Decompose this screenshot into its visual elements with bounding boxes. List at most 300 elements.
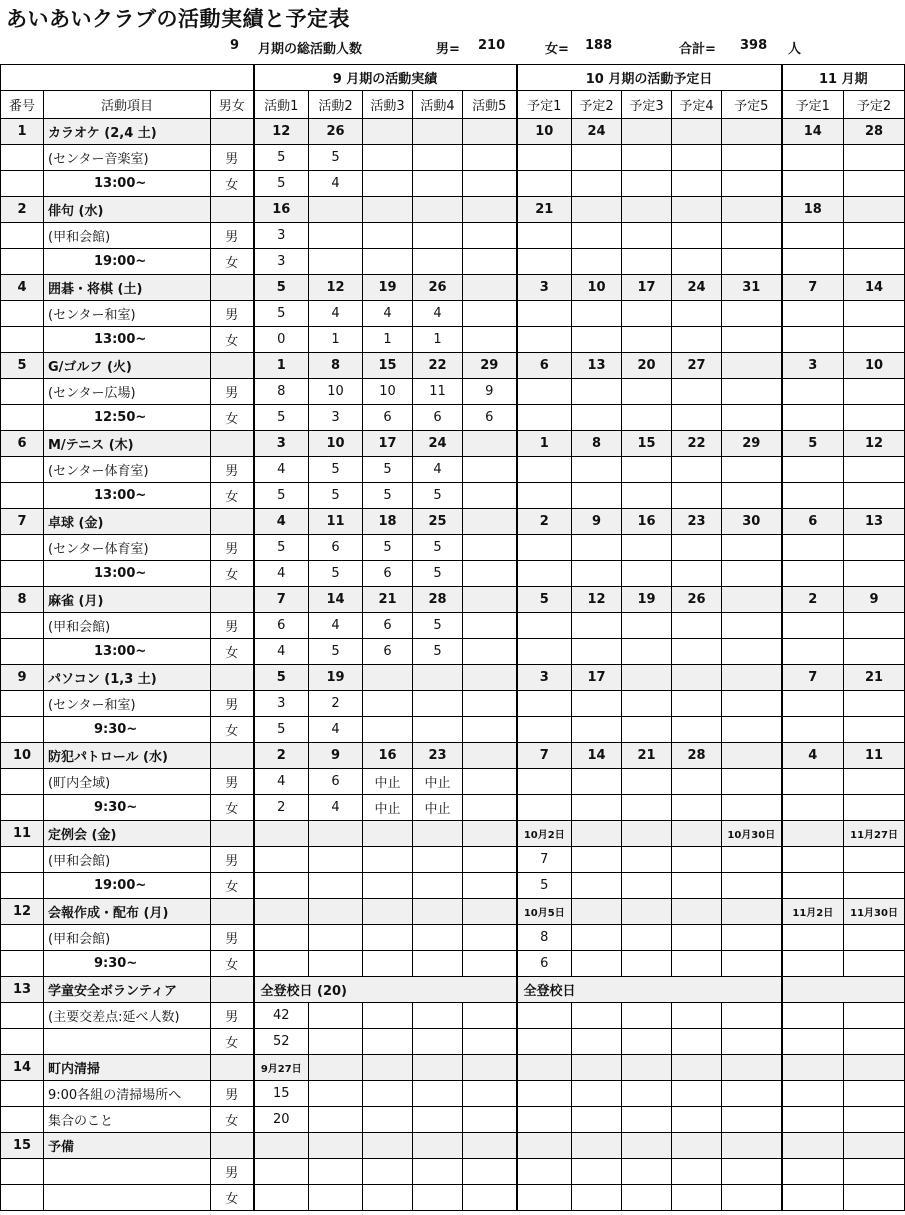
cell-act3 [363, 1081, 413, 1107]
cell-number [1, 873, 44, 899]
cell-plan10-1 [517, 327, 572, 353]
cell-plan10-1 [517, 795, 572, 821]
cell-item: (甲和会館) [44, 613, 211, 639]
activity-detail-row [1, 561, 905, 587]
activity-detail-row [1, 925, 905, 951]
cell-item: (甲和会館) [44, 223, 211, 249]
cell-plan11-1: 7 [782, 275, 844, 301]
column-header-plan10-4: 予定4 [672, 91, 722, 119]
cell-plan10-4 [672, 145, 722, 171]
cell-plan10-1 [517, 561, 572, 587]
activity-title-row [1, 275, 905, 301]
cell-act3: 15 [363, 353, 413, 379]
cell-gender: 女 [211, 717, 254, 743]
cell-plan10-2 [572, 405, 622, 431]
cell-item: (町内全域) [44, 769, 211, 795]
cell-number: 11 [1, 821, 44, 847]
cell-plan11-1 [782, 613, 844, 639]
cell-plan10-1: 21 [517, 197, 572, 223]
summary-female-value: 188 [585, 38, 613, 53]
cell-item: カラオケ (2,4 土) [44, 119, 211, 145]
cell-number [1, 1159, 44, 1185]
cell-plan11-2: 11月27日 [844, 821, 905, 847]
cell-plan11-2 [844, 717, 905, 743]
cell-number [1, 1107, 44, 1133]
cell-plan10-5 [722, 119, 782, 145]
cell-act1 [254, 1133, 309, 1159]
cell-act4 [413, 145, 463, 171]
column-header-act4: 活動4 [413, 91, 463, 119]
cell-plan10-4 [672, 769, 722, 795]
cell-plan10-4 [672, 951, 722, 977]
cell-plan11-2: 12 [844, 431, 905, 457]
cell-plan10-1 [517, 769, 572, 795]
cell-gender [211, 1055, 254, 1081]
cell-plan11-2 [844, 379, 905, 405]
cell-number [1, 717, 44, 743]
cell-number [1, 639, 44, 665]
cell-act4: 5 [413, 613, 463, 639]
cell-item: (センター音楽室) [44, 145, 211, 171]
cell-plan10-2 [572, 951, 622, 977]
cell-act2: 10 [309, 431, 363, 457]
cell-act2: 14 [309, 587, 363, 613]
cell-act4: 中止 [413, 795, 463, 821]
cell-plan11-2 [844, 873, 905, 899]
cell-act1 [254, 951, 309, 977]
cell-plan10-3 [622, 483, 672, 509]
cell-plan10-2: 12 [572, 587, 622, 613]
cell-plan10-1 [517, 249, 572, 275]
activity-detail-row [1, 405, 905, 431]
cell-plan10-2 [572, 873, 622, 899]
activity-title-row [1, 743, 905, 769]
cell-act5 [463, 1185, 517, 1211]
cell-number: 5 [1, 353, 44, 379]
cell-act1: 8 [254, 379, 309, 405]
cell-item: (甲和会館) [44, 925, 211, 951]
cell-act3 [363, 249, 413, 275]
cell-act4: 5 [413, 483, 463, 509]
cell-plan11-1 [782, 327, 844, 353]
cell-plan10-3 [622, 1133, 672, 1159]
cell-number [1, 795, 44, 821]
cell-gender: 女 [211, 483, 254, 509]
cell-item [44, 1029, 211, 1055]
cell-plan11-1 [782, 171, 844, 197]
cell-act5 [463, 873, 517, 899]
cell-plan10-2 [572, 145, 622, 171]
cell-act2 [309, 951, 363, 977]
cell-gender: 女 [211, 171, 254, 197]
cell-plan11-1 [782, 795, 844, 821]
cell-act1: 5 [254, 483, 309, 509]
cell-plan10-3 [622, 301, 672, 327]
cell-gender: 男 [211, 535, 254, 561]
cell-plan10-3 [622, 119, 672, 145]
cell-plan11-1 [782, 249, 844, 275]
cell-gender: 女 [211, 327, 254, 353]
cell-item: (センター体育室) [44, 535, 211, 561]
cell-act4: 5 [413, 535, 463, 561]
cell-act2: 26 [309, 119, 363, 145]
cell-act4: 6 [413, 405, 463, 431]
cell-act5 [463, 821, 517, 847]
activity-title-row [1, 509, 905, 535]
cell-plan10-4 [672, 639, 722, 665]
cell-number: 8 [1, 587, 44, 613]
cell-act3: 6 [363, 639, 413, 665]
cell-act4 [413, 249, 463, 275]
activity-detail-row [1, 249, 905, 275]
cell-plan10-2: 8 [572, 431, 622, 457]
cell-plan10-2 [572, 1159, 622, 1185]
cell-act4: 25 [413, 509, 463, 535]
cell-act1: 12 [254, 119, 309, 145]
cell-plan10-2: 24 [572, 119, 622, 145]
cell-plan11-1: 11月2日 [782, 899, 844, 925]
cell-plan10-2 [572, 639, 622, 665]
cell-plan10-1 [517, 1133, 572, 1159]
cell-plan10-3 [622, 639, 672, 665]
cell-plan10-2 [572, 717, 622, 743]
cell-plan10-5 [722, 327, 782, 353]
cell-item: 9:30~ [44, 795, 211, 821]
column-header-act5: 活動5 [463, 91, 517, 119]
cell-act5 [463, 483, 517, 509]
cell-plan10-1 [517, 379, 572, 405]
cell-plan11-2 [844, 457, 905, 483]
cell-plan11-2 [844, 145, 905, 171]
cell-plan10-5 [722, 457, 782, 483]
cell-plan10-3 [622, 197, 672, 223]
cell-act1: 5 [254, 665, 309, 691]
cell-plan10-3 [622, 795, 672, 821]
summary-month: 9 [230, 38, 240, 53]
cell-act3 [363, 899, 413, 925]
cell-act5 [463, 795, 517, 821]
cell-number [1, 1003, 44, 1029]
cell-plan10-3 [622, 717, 672, 743]
cell-item: 俳句 (水) [44, 197, 211, 223]
cell-act4: 26 [413, 275, 463, 301]
column-header-act2: 活動2 [309, 91, 363, 119]
cell-plan10-2 [572, 1133, 622, 1159]
activity-detail-row [1, 1003, 905, 1029]
activity-detail-row [1, 457, 905, 483]
cell-act4 [413, 665, 463, 691]
cell-act4: 23 [413, 743, 463, 769]
cell-act2 [309, 847, 363, 873]
cell-act2 [309, 249, 363, 275]
cell-plan10-1 [517, 717, 572, 743]
cell-item [44, 1185, 211, 1211]
cell-number: 4 [1, 275, 44, 301]
cell-plan10-3 [622, 457, 672, 483]
cell-plan11-1 [782, 1081, 844, 1107]
cell-act1: 4 [254, 509, 309, 535]
cell-plan10-4: 24 [672, 275, 722, 301]
cell-act2: 4 [309, 301, 363, 327]
cell-plan10-1 [517, 145, 572, 171]
page-title: あいあいクラブの活動実績と予定表 [6, 7, 350, 31]
cell-act1: 5 [254, 275, 309, 301]
cell-plan10-1: 3 [517, 275, 572, 301]
cell-plan10-4 [672, 1185, 722, 1211]
cell-act4 [413, 1055, 463, 1081]
cell-plan10-4 [672, 327, 722, 353]
cell-act3 [363, 171, 413, 197]
cell-act1: 2 [254, 795, 309, 821]
cell-act4: 22 [413, 353, 463, 379]
cell-gender [211, 821, 254, 847]
cell-plan10-4 [672, 665, 722, 691]
activity-detail-row [1, 223, 905, 249]
cell-act3: 6 [363, 405, 413, 431]
cell-plan11-1 [782, 483, 844, 509]
cell-act1: 4 [254, 639, 309, 665]
cell-plan10-4 [672, 535, 722, 561]
cell-plan10-2 [572, 847, 622, 873]
cell-plan10-5: 31 [722, 275, 782, 301]
cell-plan10-4 [672, 249, 722, 275]
cell-plan10-2: 14 [572, 743, 622, 769]
cell-plan11-1 [782, 925, 844, 951]
cell-plan10-4 [672, 1029, 722, 1055]
cell-act3 [363, 1133, 413, 1159]
cell-plan11-1 [782, 873, 844, 899]
activity-detail-row [1, 795, 905, 821]
cell-number [1, 1081, 44, 1107]
cell-number [1, 1185, 44, 1211]
cell-plan10-4 [672, 847, 722, 873]
column-header-plan10-5: 予定5 [722, 91, 782, 119]
cell-act1: 2 [254, 743, 309, 769]
cell-act3 [363, 1003, 413, 1029]
cell-plan10-1 [517, 1029, 572, 1055]
cell-act5 [463, 587, 517, 613]
cell-plan10-2 [572, 613, 622, 639]
cell-plan10-2 [572, 1029, 622, 1055]
summary-total-value: 398 [740, 38, 768, 53]
cell-number [1, 145, 44, 171]
cell-gender: 男 [211, 691, 254, 717]
cell-act3 [363, 1055, 413, 1081]
cell-number [1, 1029, 44, 1055]
cell-act5 [463, 301, 517, 327]
cell-plan11-1: 6 [782, 509, 844, 535]
cell-act4 [413, 1107, 463, 1133]
cell-plan10-3: 20 [622, 353, 672, 379]
cell-gender [211, 353, 254, 379]
cell-act1: 3 [254, 223, 309, 249]
cell-plan10-1: 2 [517, 509, 572, 535]
cell-plan10-5 [722, 925, 782, 951]
cell-plan10-2 [572, 821, 622, 847]
cell-act5 [463, 535, 517, 561]
cell-act1: 20 [254, 1107, 309, 1133]
cell-plan11-1 [782, 145, 844, 171]
cell-act3 [363, 223, 413, 249]
cell-number [1, 561, 44, 587]
cell-act3: 5 [363, 483, 413, 509]
cell-plan10-5 [722, 1081, 782, 1107]
cell-plan10-2 [572, 301, 622, 327]
cell-plan11-2: 9 [844, 587, 905, 613]
cell-act3: 19 [363, 275, 413, 301]
cell-plan10-5 [722, 951, 782, 977]
cell-plan11-2 [844, 1055, 905, 1081]
cell-act3 [363, 925, 413, 951]
cell-act2: 1 [309, 327, 363, 353]
cell-act3: 6 [363, 561, 413, 587]
cell-plan10-5: 29 [722, 431, 782, 457]
cell-act1: 5 [254, 717, 309, 743]
activity-detail-row [1, 951, 905, 977]
cell-plan10-3 [622, 535, 672, 561]
cell-act5: 9 [463, 379, 517, 405]
column-header-plan11-2: 予定2 [844, 91, 905, 119]
cell-plan11-2: 28 [844, 119, 905, 145]
cell-plan10-5 [722, 899, 782, 925]
cell-act3 [363, 1107, 413, 1133]
cell-act3 [363, 1185, 413, 1211]
cell-act5 [463, 925, 517, 951]
cell-act2 [309, 899, 363, 925]
cell-plan10-4: 26 [672, 587, 722, 613]
activity-title-row [1, 587, 905, 613]
cell-number [1, 535, 44, 561]
cell-plan10-2 [572, 197, 622, 223]
cell-item: 13:00~ [44, 483, 211, 509]
cell-number: 1 [1, 119, 44, 145]
cell-act4 [413, 1029, 463, 1055]
cell-plan10-5 [722, 691, 782, 717]
cell-plan11-2: 13 [844, 509, 905, 535]
cell-plan10-5 [722, 1003, 782, 1029]
cell-plan10-4 [672, 821, 722, 847]
cell-plan10-1: 6 [517, 951, 572, 977]
cell-plan11-1 [782, 1159, 844, 1185]
cell-plan10-1 [517, 1003, 572, 1029]
summary-unit: 人 [788, 42, 802, 57]
cell-act5 [463, 1107, 517, 1133]
cell-act1 [254, 925, 309, 951]
cell-item: 防犯パトロール (水) [44, 743, 211, 769]
cell-gender: 女 [211, 1185, 254, 1211]
cell-gender: 男 [211, 379, 254, 405]
cell-plan11-1 [782, 691, 844, 717]
cell-number: 9 [1, 665, 44, 691]
cell-plan11-2 [844, 795, 905, 821]
cell-plan10-5 [722, 223, 782, 249]
cell-number [1, 769, 44, 795]
cell-plan10-2 [572, 795, 622, 821]
cell-act1: 15 [254, 1081, 309, 1107]
cell-plan10-4 [672, 223, 722, 249]
cell-act4: 28 [413, 587, 463, 613]
cell-plan10-5 [722, 249, 782, 275]
cell-plan10-3 [622, 821, 672, 847]
cell-act5 [463, 1003, 517, 1029]
cell-act5 [463, 1081, 517, 1107]
cell-act4 [413, 1003, 463, 1029]
column-header-plan10-3: 予定3 [622, 91, 672, 119]
cell-gender: 男 [211, 925, 254, 951]
cell-plan10-4 [672, 561, 722, 587]
cell-act1: 52 [254, 1029, 309, 1055]
cell-plan10-4 [672, 405, 722, 431]
cell-plan10-4 [672, 795, 722, 821]
cell-act2: 3 [309, 405, 363, 431]
cell-plan10-2 [572, 535, 622, 561]
cell-number [1, 223, 44, 249]
cell-gender: 女 [211, 951, 254, 977]
activity-title-row [1, 431, 905, 457]
cell-item: 13:00~ [44, 171, 211, 197]
cell-plan10-3: 15 [622, 431, 672, 457]
activity-detail-row [1, 379, 905, 405]
activity-detail-row [1, 873, 905, 899]
cell-act5 [463, 275, 517, 301]
cell-plan11-2 [844, 1133, 905, 1159]
cell-gender: 女 [211, 795, 254, 821]
cell-plan11-2 [844, 925, 905, 951]
cell-plan10-5 [722, 561, 782, 587]
cell-act3: 17 [363, 431, 413, 457]
cell-plan10-5 [722, 1055, 782, 1081]
cell-plan10-4 [672, 925, 722, 951]
cell-plan11-2 [844, 1107, 905, 1133]
cell-plan10-4 [672, 717, 722, 743]
activity-title-row [1, 899, 905, 925]
cell-plan11-span [782, 977, 905, 1003]
cell-act2 [309, 197, 363, 223]
cell-plan11-2 [844, 847, 905, 873]
cell-act3 [363, 1159, 413, 1185]
cell-number: 7 [1, 509, 44, 535]
cell-plan11-2 [844, 249, 905, 275]
cell-plan10-5 [722, 483, 782, 509]
cell-plan10-2: 17 [572, 665, 622, 691]
cell-number [1, 847, 44, 873]
cell-plan10-5 [722, 717, 782, 743]
cell-number [1, 249, 44, 275]
cell-item [44, 1159, 211, 1185]
activity-detail-row [1, 171, 905, 197]
cell-number [1, 405, 44, 431]
summary-bar [0, 38, 905, 60]
cell-act4 [413, 1159, 463, 1185]
cell-plan10-4: 23 [672, 509, 722, 535]
activity-detail-row [1, 1081, 905, 1107]
cell-plan11-2 [844, 197, 905, 223]
cell-plan11-1 [782, 223, 844, 249]
cell-item: パソコン (1,3 土) [44, 665, 211, 691]
cell-plan10-2 [572, 925, 622, 951]
cell-plan10-5 [722, 1159, 782, 1185]
cell-plan10-2 [572, 1055, 622, 1081]
cell-plan10-1 [517, 457, 572, 483]
cell-plan11-2 [844, 171, 905, 197]
activity-title-row [1, 353, 905, 379]
activity-detail-row [1, 717, 905, 743]
cell-plan10-2 [572, 1107, 622, 1133]
cell-act2: 11 [309, 509, 363, 535]
cell-plan10-3 [622, 145, 672, 171]
cell-plan11-2 [844, 1159, 905, 1185]
cell-act3: 中止 [363, 795, 413, 821]
